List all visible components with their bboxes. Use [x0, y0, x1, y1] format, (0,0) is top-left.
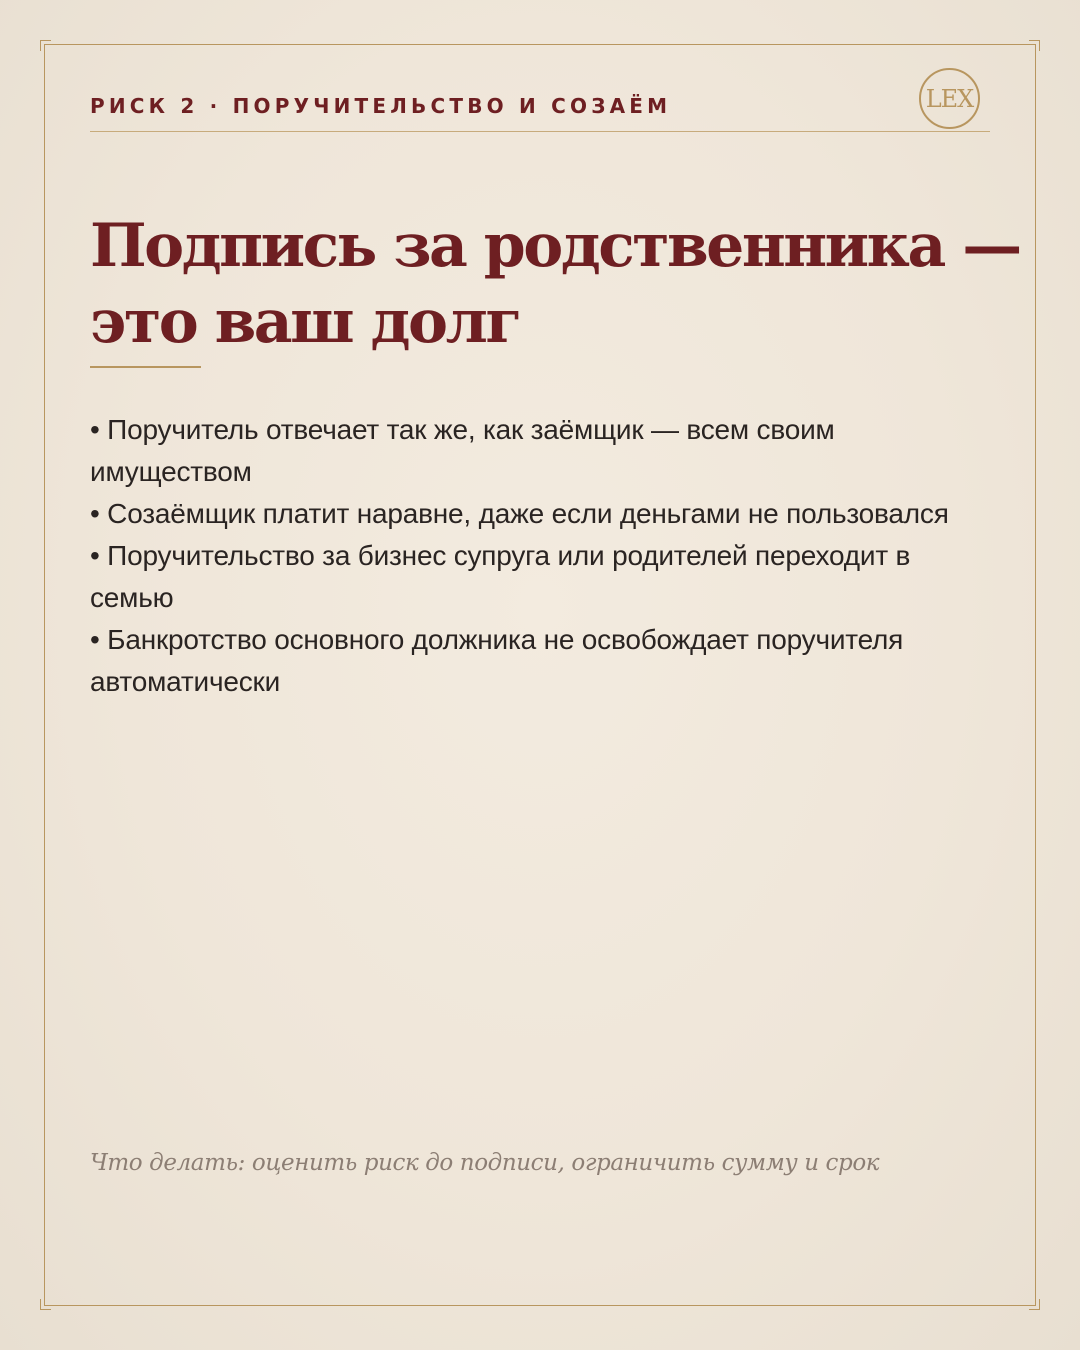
header: [90, 84, 990, 132]
bullet-list: [90, 409, 1000, 703]
page-title: [90, 208, 1030, 360]
bullet-item-guarantor: • Поручитель отвечает так же, как заёмщик — всем своим имуществом: [90, 414, 835, 487]
section-kicker: РИСК 2 · ПОРУЧИТЕЛЬСТВО И СОЗАЁМ: [90, 94, 672, 118]
frame-corner-bottom-right: [1029, 1299, 1040, 1310]
bullet-item-co-borrower: • Созаёмщик платит наравне, даже если деньгами не пользовался: [90, 498, 949, 529]
title-line-2: это ваш долг: [90, 287, 520, 357]
frame-corner-bottom-left: [40, 1299, 51, 1310]
bullet-item-family-business: • Поручительство за бизнес супруга или родителей переходит в семью: [90, 540, 911, 613]
frame-corner-top-left: [40, 40, 51, 51]
bullet-item-bankruptcy: • Банкротство основного должника не освобождает поручителя автоматически: [90, 624, 904, 697]
lex-logo: [919, 68, 980, 129]
title-underline: [90, 366, 201, 368]
frame-corner-top-right: [1029, 40, 1040, 51]
footer-note: Что делать: оценить риск до подписи, ограничить сумму и срок: [90, 1150, 880, 1176]
logo-text: LEX: [925, 84, 974, 113]
title-line-1: Подпись за родственника —: [90, 211, 1020, 281]
